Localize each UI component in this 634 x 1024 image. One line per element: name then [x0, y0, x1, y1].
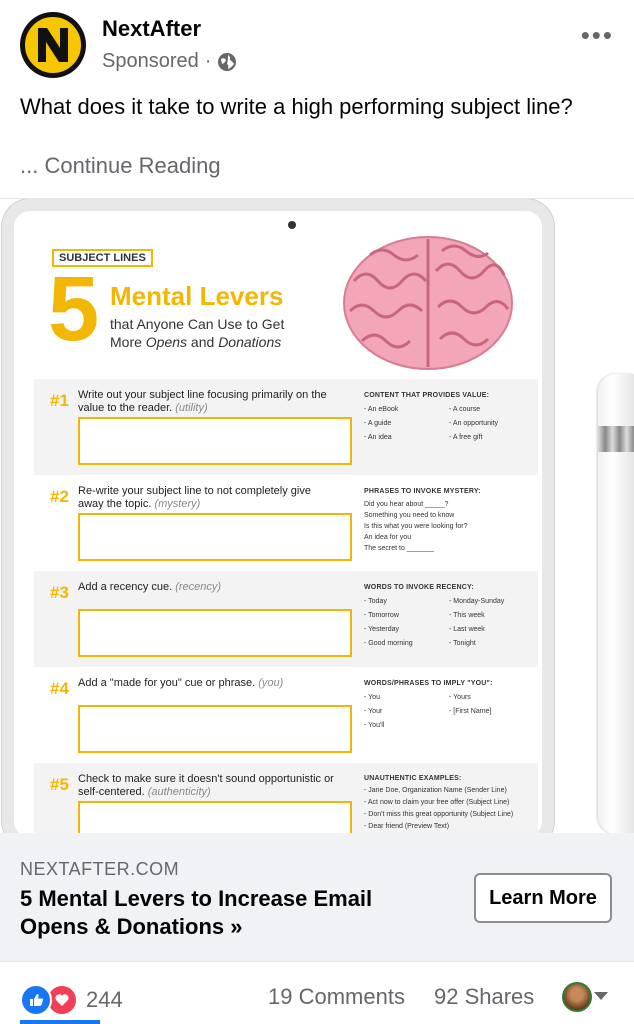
stylus-pencil [598, 374, 634, 833]
subtitle-line-1: that Anyone Can Use to Get [110, 316, 285, 332]
step-instruction: Add a "made for you" cue or phrase. [78, 677, 256, 689]
answer-box [78, 609, 352, 657]
example-item: - An idea [364, 434, 392, 441]
nextafter-logo-icon [20, 12, 86, 78]
examples-title: WORDS TO INVOKE RECENCY: [364, 584, 474, 591]
examples-title: UNAUTHENTIC EXAMPLES: [364, 775, 462, 782]
examples-title: WORDS/PHRASES TO IMPLY "YOU": [364, 680, 493, 687]
sponsored-separator: · [204, 50, 212, 72]
worksheet-row-1 [34, 379, 538, 475]
step-text [78, 677, 338, 690]
subtitle-line-2 [110, 333, 284, 351]
step-text [78, 485, 338, 511]
subtitle-donations: Donations [218, 334, 282, 350]
example-item: - You [364, 694, 380, 701]
example-item: - An opportunity [449, 420, 499, 427]
step-tag: (mystery) [154, 498, 201, 510]
example-item: - Yesterday [364, 626, 400, 633]
step-text [78, 773, 338, 799]
sponsored-label [102, 50, 237, 73]
worksheet-tag: SUBJECT LINES [52, 249, 153, 267]
active-indicator [20, 1020, 100, 1024]
step-instruction: Write out your subject line focusing primarily on the value to the reader. [78, 389, 327, 414]
example-item: - This week [449, 612, 485, 619]
example-item: The secret to _______ [364, 545, 435, 552]
example-item: Is this what you were looking for? [364, 523, 468, 530]
tablet-camera [288, 221, 296, 229]
reaction-count: 244 [86, 987, 123, 1012]
example-item: - Today [364, 598, 387, 605]
worksheet-row-4 [34, 667, 538, 763]
learn-more-button[interactable]: Learn More [474, 873, 612, 923]
continue-reading-link[interactable]: ... Continue Reading [20, 153, 221, 178]
post-header [0, 0, 634, 90]
subtitle-and: and [187, 334, 219, 350]
step-text [78, 581, 338, 594]
example-item: - A course [449, 406, 481, 413]
heart-icon [54, 992, 70, 1008]
step-number: #2 [50, 487, 69, 506]
answer-box [78, 417, 352, 465]
example-item: An idea for you [364, 534, 412, 541]
examples-title: CONTENT THAT PROVIDES VALUE: [364, 392, 490, 399]
reactions-summary[interactable] [20, 984, 123, 1016]
example-item: - Tonight [449, 640, 476, 647]
step-examples [364, 581, 534, 651]
worksheet-row-3 [34, 571, 538, 667]
shares-count[interactable]: 92 Shares [434, 984, 535, 1009]
examples-title: PHRASES TO INVOKE MYSTERY: [364, 488, 481, 495]
step-tag: (utility) [175, 402, 208, 414]
step-text [78, 389, 338, 415]
worksheet-row-2 [34, 475, 538, 571]
step-tag: (recency) [175, 581, 222, 593]
example-item: - Good morning [364, 640, 413, 647]
chevron-down-icon[interactable] [594, 992, 608, 1000]
step-instruction: Re-write your subject line to not completely give away the topic. [78, 485, 311, 510]
step-instruction: Add a recency cue. [78, 581, 173, 593]
step-number: #3 [50, 583, 69, 602]
thumbs-up-icon [28, 992, 44, 1008]
example-item: - Jane Doe, Organization Name (Sender Line) [364, 787, 507, 794]
step-number: #1 [50, 391, 69, 410]
example-item: - Don't miss this great opportunity (Subject Line) [364, 811, 514, 818]
subtitle-prefix: More [110, 334, 146, 350]
step-examples [364, 389, 534, 445]
example-item: - A guide [364, 420, 392, 427]
step-instruction: Check to make sure it doesn't sound opportunistic or self-centered. [78, 773, 334, 798]
page-avatar[interactable] [20, 12, 86, 78]
step-examples [364, 677, 534, 733]
like-reaction-icon [20, 984, 52, 1016]
answer-box [78, 513, 352, 561]
example-item: - Dear friend (Preview Text) [364, 823, 450, 830]
example-item: - Yours [449, 694, 471, 701]
worksheet-big-number: 5 [48, 258, 100, 360]
example-item: - Last week [449, 626, 485, 633]
answer-box [78, 801, 352, 833]
brain-illustration-icon [340, 231, 516, 371]
link-preview-footer[interactable] [0, 833, 634, 962]
page-name[interactable]: NextAfter [102, 16, 202, 41]
example-item: - A free gift [449, 434, 483, 441]
example-item: - You'll [364, 722, 385, 729]
ad-creative-image[interactable] [0, 198, 634, 833]
more-options-icon[interactable]: ••• [580, 20, 614, 50]
engagement-bar [0, 962, 634, 1024]
example-item: - Your [364, 708, 383, 715]
example-item: Something you need to know [364, 512, 455, 519]
worksheet-subtitle [110, 315, 284, 351]
example-item: Did you hear about _____? [364, 501, 449, 508]
viewer-avatar[interactable] [562, 982, 592, 1012]
example-item: - Tomorrow [364, 612, 399, 619]
step-examples [364, 773, 534, 833]
stylus-band [598, 426, 634, 452]
step-examples [364, 485, 534, 554]
example-item: - Monday-Sunday [449, 598, 505, 605]
sponsored-text: Sponsored [102, 50, 199, 72]
step-number: #4 [50, 679, 69, 698]
step-tag: (authenticity) [147, 786, 211, 798]
worksheet-title: Mental Levers [110, 281, 284, 311]
subtitle-opens: Opens [145, 334, 188, 350]
step-tag: (you) [258, 677, 284, 689]
link-domain: NEXTAFTER.COM [20, 859, 180, 879]
example-item: - [First Name] [449, 708, 492, 715]
comments-count[interactable]: 19 Comments [268, 984, 405, 1009]
answer-box [78, 705, 352, 753]
step-number: #5 [50, 775, 69, 794]
worksheet-row-5 [34, 763, 538, 833]
example-item: - An eBook [364, 406, 399, 413]
globe-icon [217, 52, 237, 72]
post-message: What does it take to write a high performing subject line? [20, 94, 573, 119]
example-item: - Act now to claim your free offer (Subject Line) [364, 799, 510, 806]
link-headline[interactable]: 5 Mental Levers to Increase Email Opens & Donations » [20, 886, 373, 939]
